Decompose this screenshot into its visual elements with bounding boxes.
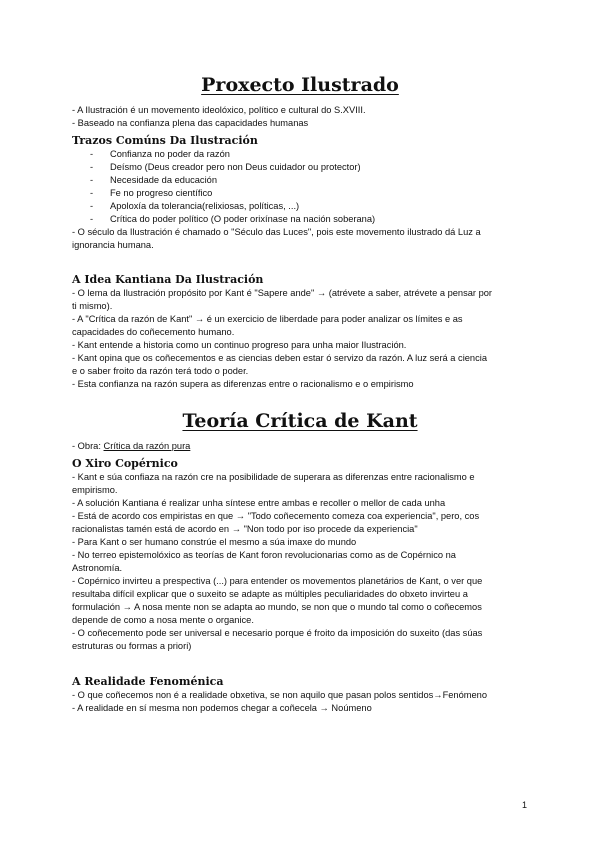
bullet-dash: - [90,149,94,159]
list-item: - Deísmo (Deus creador pero non Deus cuidador ou protector) [90,162,361,172]
section-title-teoria-critica: Teoría Crítica de Kant [182,410,418,432]
text-line: - No terreo epistemolóxico as teorías de Kant foron revolucionarias como as de Copérnico na [72,550,456,560]
obra-title: Crítica da razón pura [103,441,191,451]
text-line: Astronomía. [72,563,123,573]
text-line: - Kant opina que os coñecementos e as ciencias deben estar ó servizo da razón. A luz será a ciencia [72,353,487,363]
intro-line: - A Ilustración é un movemento ideolóxico, político e cultural do S.XVIII. [72,105,366,115]
text-line: - O coñecemento pode ser universal e necesario porque é froito da imposición do suxeito (das súas [72,628,483,638]
closing-line: ignorancia humana. [72,240,154,250]
text-line: - Está de acordo cos empiristas en que → "Todo coñecemento comeza coa experiencia", pero, cos [72,511,480,521]
list-item: - Fe no progreso científico [90,188,213,198]
text-line: estruturas ou formas a priori) [72,641,192,651]
text-line: - Kant entende a historia como un continuo progreso para unha maior Ilustración. [72,340,407,350]
realidade-heading: A Realidade Fenoménica [72,675,224,688]
text-line: e o saber froito da razón terá todo o poder. [72,366,249,376]
xiro-block [72,456,532,653]
realidade-block [72,674,532,715]
page-number: 1 [522,800,528,810]
idea-kantiana-heading: A Idea Kantiana Da Ilustración [72,273,264,286]
trazos-list [72,148,532,226]
section-title-proxecto-ilustrado: Proxecto Ilustrado [201,74,399,96]
idea-kantiana-block [72,272,532,391]
text-line: depende de como a nosa mente o organice. [72,615,254,625]
list-item: - Apoloxía da tolerancia(relixiosas, políticas, ...) [90,201,300,211]
bullet-dash: - [90,162,94,172]
obra-line: - Obra: Crítica da razón pura [72,441,191,451]
intro-line: - Baseado na confianza plena das capacidades humanas [72,118,309,128]
text-line: - O lema da Ilustración propósito por Kant é "Sapere ande" → (atrévete a saber, atrévete a pensar por [72,288,493,298]
closing-line: - O século da Ilustración é chamado o "Século das Luces", pois este movemento ilustrado dá Luz a [72,227,481,237]
text-line: - Para Kant o ser humano constrúe el mesmo a súa imaxe do mundo [72,537,357,547]
text-line: - A realidade en sí mesma non podemos chegar a coñecela → Noúmeno [72,703,372,713]
text-line: empirismo. [72,485,118,495]
text-line: - Copérnico invirteu a prespectiva (...) para entender os movementos planetários de Kant, o ver que [72,576,483,586]
text-line: - Kant e súa confiaza na razón cre na posibilidade de superara as diferenzas entre racionalismo e [72,472,475,482]
text-line: capacidades do coñecemento humano. [72,327,235,337]
obra-block [72,440,532,453]
list-item: - Necesidade da educación [90,175,217,185]
trazos-block [72,133,532,252]
text-line: - Esta confianza na razón supera as diferenzas entre o racionalismo e o empirismo [72,379,414,389]
bullet-dash: - [90,201,94,211]
text-line: - A "Crítica da razón de Kant" → é un exercicio de liberdade para poder analizar os límites e as [72,314,463,324]
xiro-heading: O Xiro Copérnico [72,457,178,470]
text-line: formulación → A nosa mente non se adapta ao mundo, se non que o mundo tal como o coñecemos [72,602,482,612]
text-line: - A solución Kantiana é realizar unha síntese entre ambas e recoller o mellor de cada unha [72,498,446,508]
list-item: - Crítica do poder político (O poder orixínase na nación soberana) [90,214,376,224]
list-item: - Confianza no poder da razón [90,149,230,159]
bullet-dash: - [90,175,94,185]
intro-block [72,104,532,130]
text-line: - O que coñecemos non é a realidade obxetiva, se non aquilo que pasan polos sentidos→Fenómeno [72,690,488,700]
bullet-dash: - [90,188,94,198]
trazos-heading: Trazos Comúns Da Ilustración [72,134,258,147]
text-line: resultaba difícil explicar que o suxeito se adapte as múltiples peculiaridades do obxeto invirteu a [72,589,468,599]
text-line: ti mismo). [72,301,113,311]
text-line: racionalistas tamén está de acordo en → "Non todo por iso procede da experiencia" [72,524,418,534]
bullet-dash: - [90,214,94,224]
